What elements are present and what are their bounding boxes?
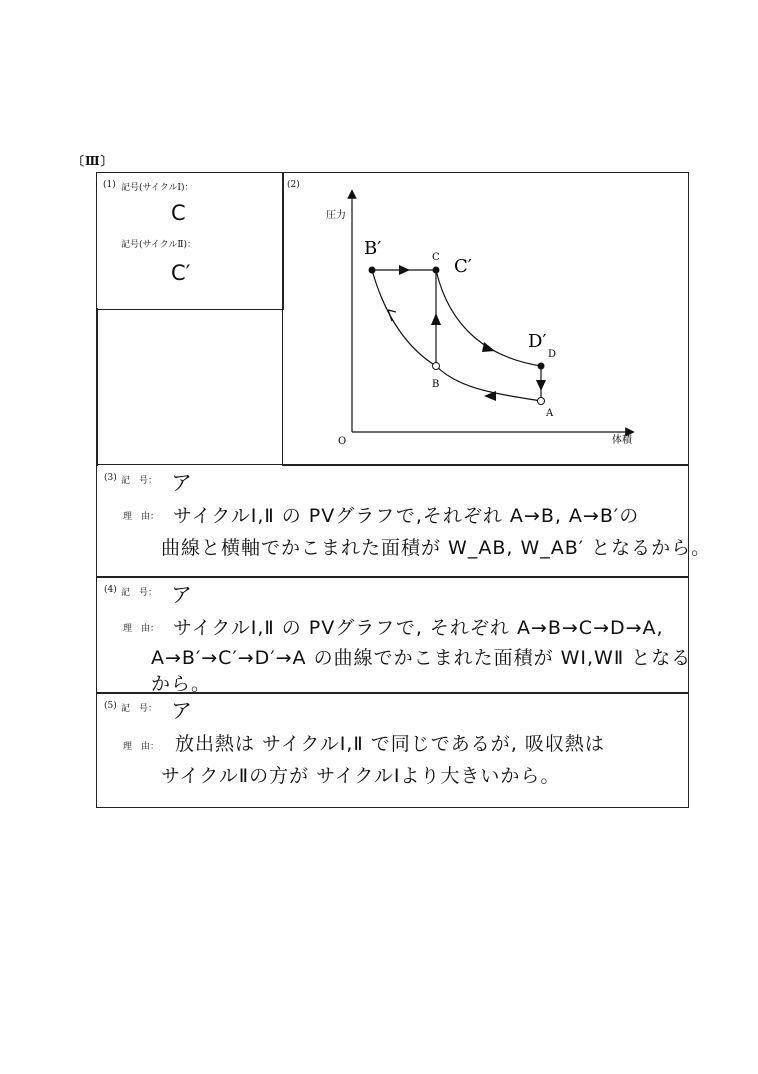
q5-symbol-answer: ア bbox=[171, 699, 192, 723]
label-B-prime: B′ bbox=[364, 238, 382, 259]
arrow-C-to-D bbox=[482, 342, 495, 352]
curve-B-to-B-prime bbox=[372, 270, 436, 366]
q5-number: (5) bbox=[104, 701, 117, 711]
answer-box-q3 bbox=[96, 464, 712, 578]
q1-number: (1) bbox=[103, 180, 116, 190]
q3-reason-label: 理 由： bbox=[123, 512, 160, 522]
answer-box-q5 bbox=[96, 692, 689, 808]
answer-box-q4 bbox=[96, 576, 692, 695]
q4-reason-line-1: サイクルⅠ,Ⅱ の PVグラフで, それぞれ A→B→C→D→A, bbox=[173, 617, 664, 639]
point-A bbox=[538, 398, 545, 405]
arrow-B-prime-curve bbox=[388, 310, 396, 321]
q3-symbol-label: 記 号： bbox=[121, 476, 158, 486]
label-A: A bbox=[546, 408, 554, 419]
q1-answer-cycle1: C bbox=[171, 201, 186, 225]
point-B bbox=[433, 363, 440, 370]
q5-symbol-label: 記 号： bbox=[121, 704, 158, 714]
label-D-prime: D′ bbox=[528, 331, 547, 352]
q3-reason-line-2: 曲線と横軸でかこまれた面積が W_AB, W_AB′ となるから。 bbox=[161, 537, 712, 559]
q3-symbol-answer: ア bbox=[171, 471, 192, 495]
pv-graph bbox=[300, 180, 660, 450]
origin-label: O bbox=[338, 436, 347, 447]
curve-C-to-D bbox=[436, 270, 541, 366]
q4-reason-line-3: から。 bbox=[151, 673, 212, 695]
label-C: C bbox=[432, 252, 440, 263]
q4-symbol-answer: ア bbox=[171, 583, 192, 607]
point-C bbox=[433, 267, 440, 274]
q4-reason-label: 理 由： bbox=[123, 624, 160, 634]
section-header: 〔Ⅲ〕 bbox=[72, 154, 114, 168]
label-B: B bbox=[432, 379, 440, 390]
q5-reason-label: 理 由： bbox=[123, 742, 160, 752]
y-axis-label: 圧力 bbox=[326, 210, 346, 221]
label-D: D bbox=[548, 349, 557, 360]
arrow-B-prime-to-C bbox=[399, 265, 410, 275]
q3-reason-line-1: サイクルⅠ,Ⅱ の PVグラフで,それぞれ A→B, A→B′の bbox=[173, 505, 640, 527]
q4-symbol-label: 記 号： bbox=[121, 588, 158, 598]
q2-number: (2) bbox=[287, 180, 300, 190]
q5-reason-line-2: サイクルⅡの方が サイクルⅠより大きいから。 bbox=[161, 765, 561, 787]
label-C-prime: C′ bbox=[454, 256, 472, 277]
q3-number: (3) bbox=[104, 473, 117, 483]
q1-answer-cycle2: C′ bbox=[171, 261, 191, 285]
arrow-B-to-C bbox=[431, 313, 441, 325]
q5-reason-line-1: 放出熱は サイクルⅠ,Ⅱ で同じであるが, 吸収熱は bbox=[175, 733, 605, 755]
q4-number: (4) bbox=[104, 585, 117, 595]
answer-box-q1 bbox=[96, 172, 284, 310]
x-axis-label: 体積 bbox=[612, 435, 632, 446]
arrow-D-to-A bbox=[536, 380, 546, 391]
arrow-A-to-B bbox=[484, 391, 496, 401]
box-divider bbox=[96, 308, 98, 466]
q1-symbol-label-cycle2: 記号(サイクルⅡ)： bbox=[121, 240, 197, 250]
q1-symbol-label-cycle1: 記号(サイクルⅠ)： bbox=[121, 183, 194, 193]
point-B-prime bbox=[369, 267, 376, 274]
point-D bbox=[538, 363, 545, 370]
q4-reason-line-2: A→B′→C′→D′→A の曲線でかこまれた面積が WⅠ,WⅡ となる bbox=[151, 647, 692, 669]
